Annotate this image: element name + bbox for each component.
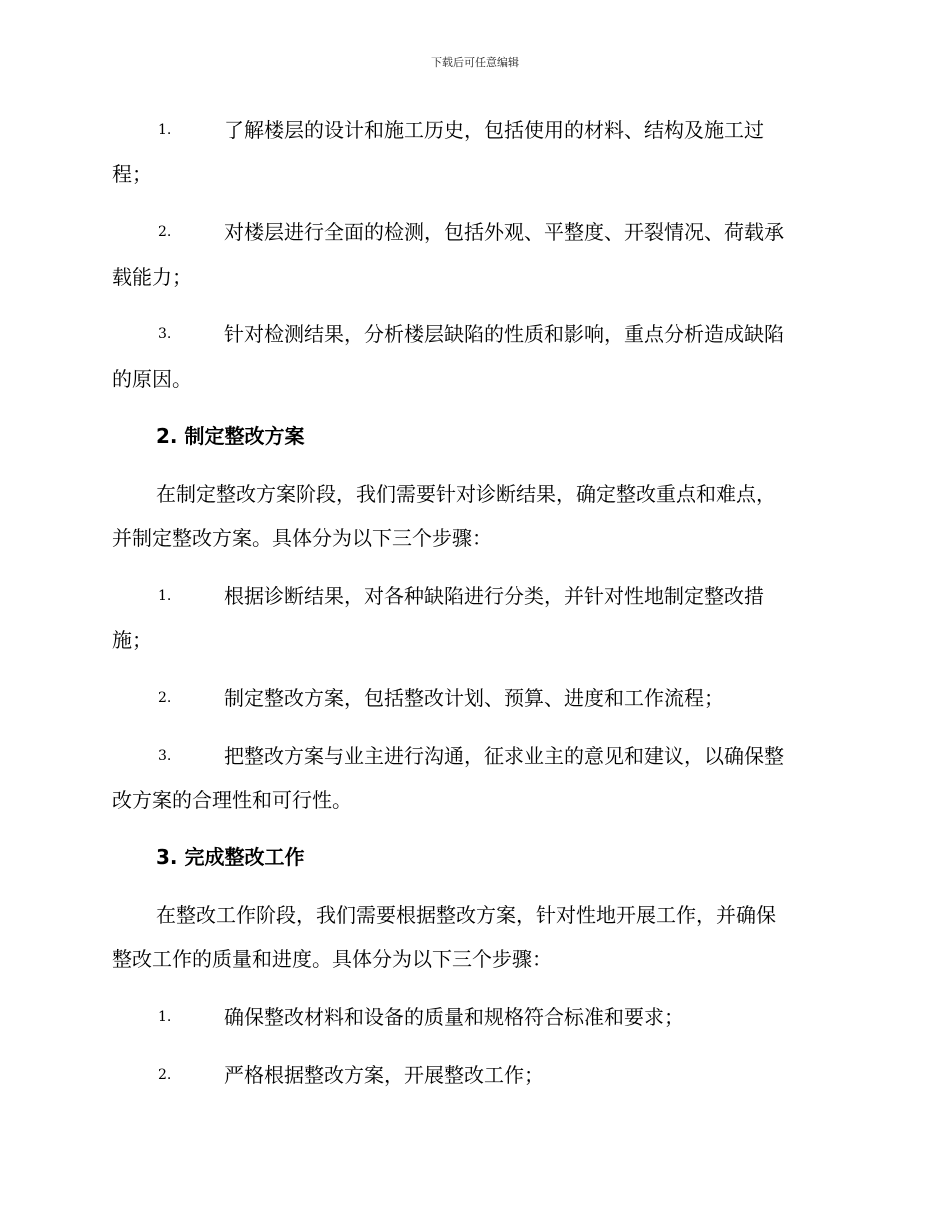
list-item-text: 针对检测结果，分析楼层缺陷的性质和影响，重点分析造成缺陷 <box>224 322 784 346</box>
list-item-text: 了解楼层的设计和施工历史，包括使用的材料、结构及施工过 <box>224 118 764 142</box>
list-item-continuation: 的原因。 <box>112 367 192 391</box>
list-number: 2. <box>158 224 172 240</box>
list-item-continuation: 施； <box>112 628 152 652</box>
list-item-text: 对楼层进行全面的检测，包括外观、平整度、开裂情况、荷载承 <box>224 220 784 244</box>
list-number: 2. <box>158 1067 172 1083</box>
paragraph-line: 并制定整改方案。具体分为以下三个步骤： <box>112 526 492 550</box>
list-item-text: 制定整改方案，包括整改计划、预算、进度和工作流程； <box>224 686 724 710</box>
paragraph-line: 在制定整改方案阶段，我们需要针对诊断结果，确定整改重点和难点， <box>156 482 776 506</box>
list-number: 1. <box>158 122 172 138</box>
list-number: 1. <box>158 588 172 604</box>
list-number: 3. <box>158 326 172 342</box>
list-item-text: 确保整改材料和设备的质量和规格符合标准和要求； <box>224 1005 684 1029</box>
page-header-note: 下载后可任意编辑 <box>431 56 519 69</box>
section-heading: 2. 制定整改方案 <box>156 424 305 448</box>
section-heading: 3. 完成整改工作 <box>156 845 305 869</box>
paragraph-line: 在整改工作阶段，我们需要根据整改方案，针对性地开展工作，并确保 <box>156 903 776 927</box>
list-number: 2. <box>158 690 172 706</box>
list-item-continuation: 程； <box>112 162 152 186</box>
paragraph-line: 整改工作的质量和进度。具体分为以下三个步骤： <box>112 947 552 971</box>
list-item-text: 严格根据整改方案，开展整改工作； <box>224 1063 544 1087</box>
list-item-continuation: 载能力； <box>112 265 192 289</box>
list-number: 3. <box>158 748 172 764</box>
list-item-text: 根据诊断结果，对各种缺陷进行分类，并针对性地制定整改措 <box>224 584 764 608</box>
list-item-continuation: 改方案的合理性和可行性。 <box>112 788 352 812</box>
list-number: 1. <box>158 1009 172 1025</box>
list-item-text: 把整改方案与业主进行沟通，征求业主的意见和建议，以确保整 <box>224 744 784 768</box>
